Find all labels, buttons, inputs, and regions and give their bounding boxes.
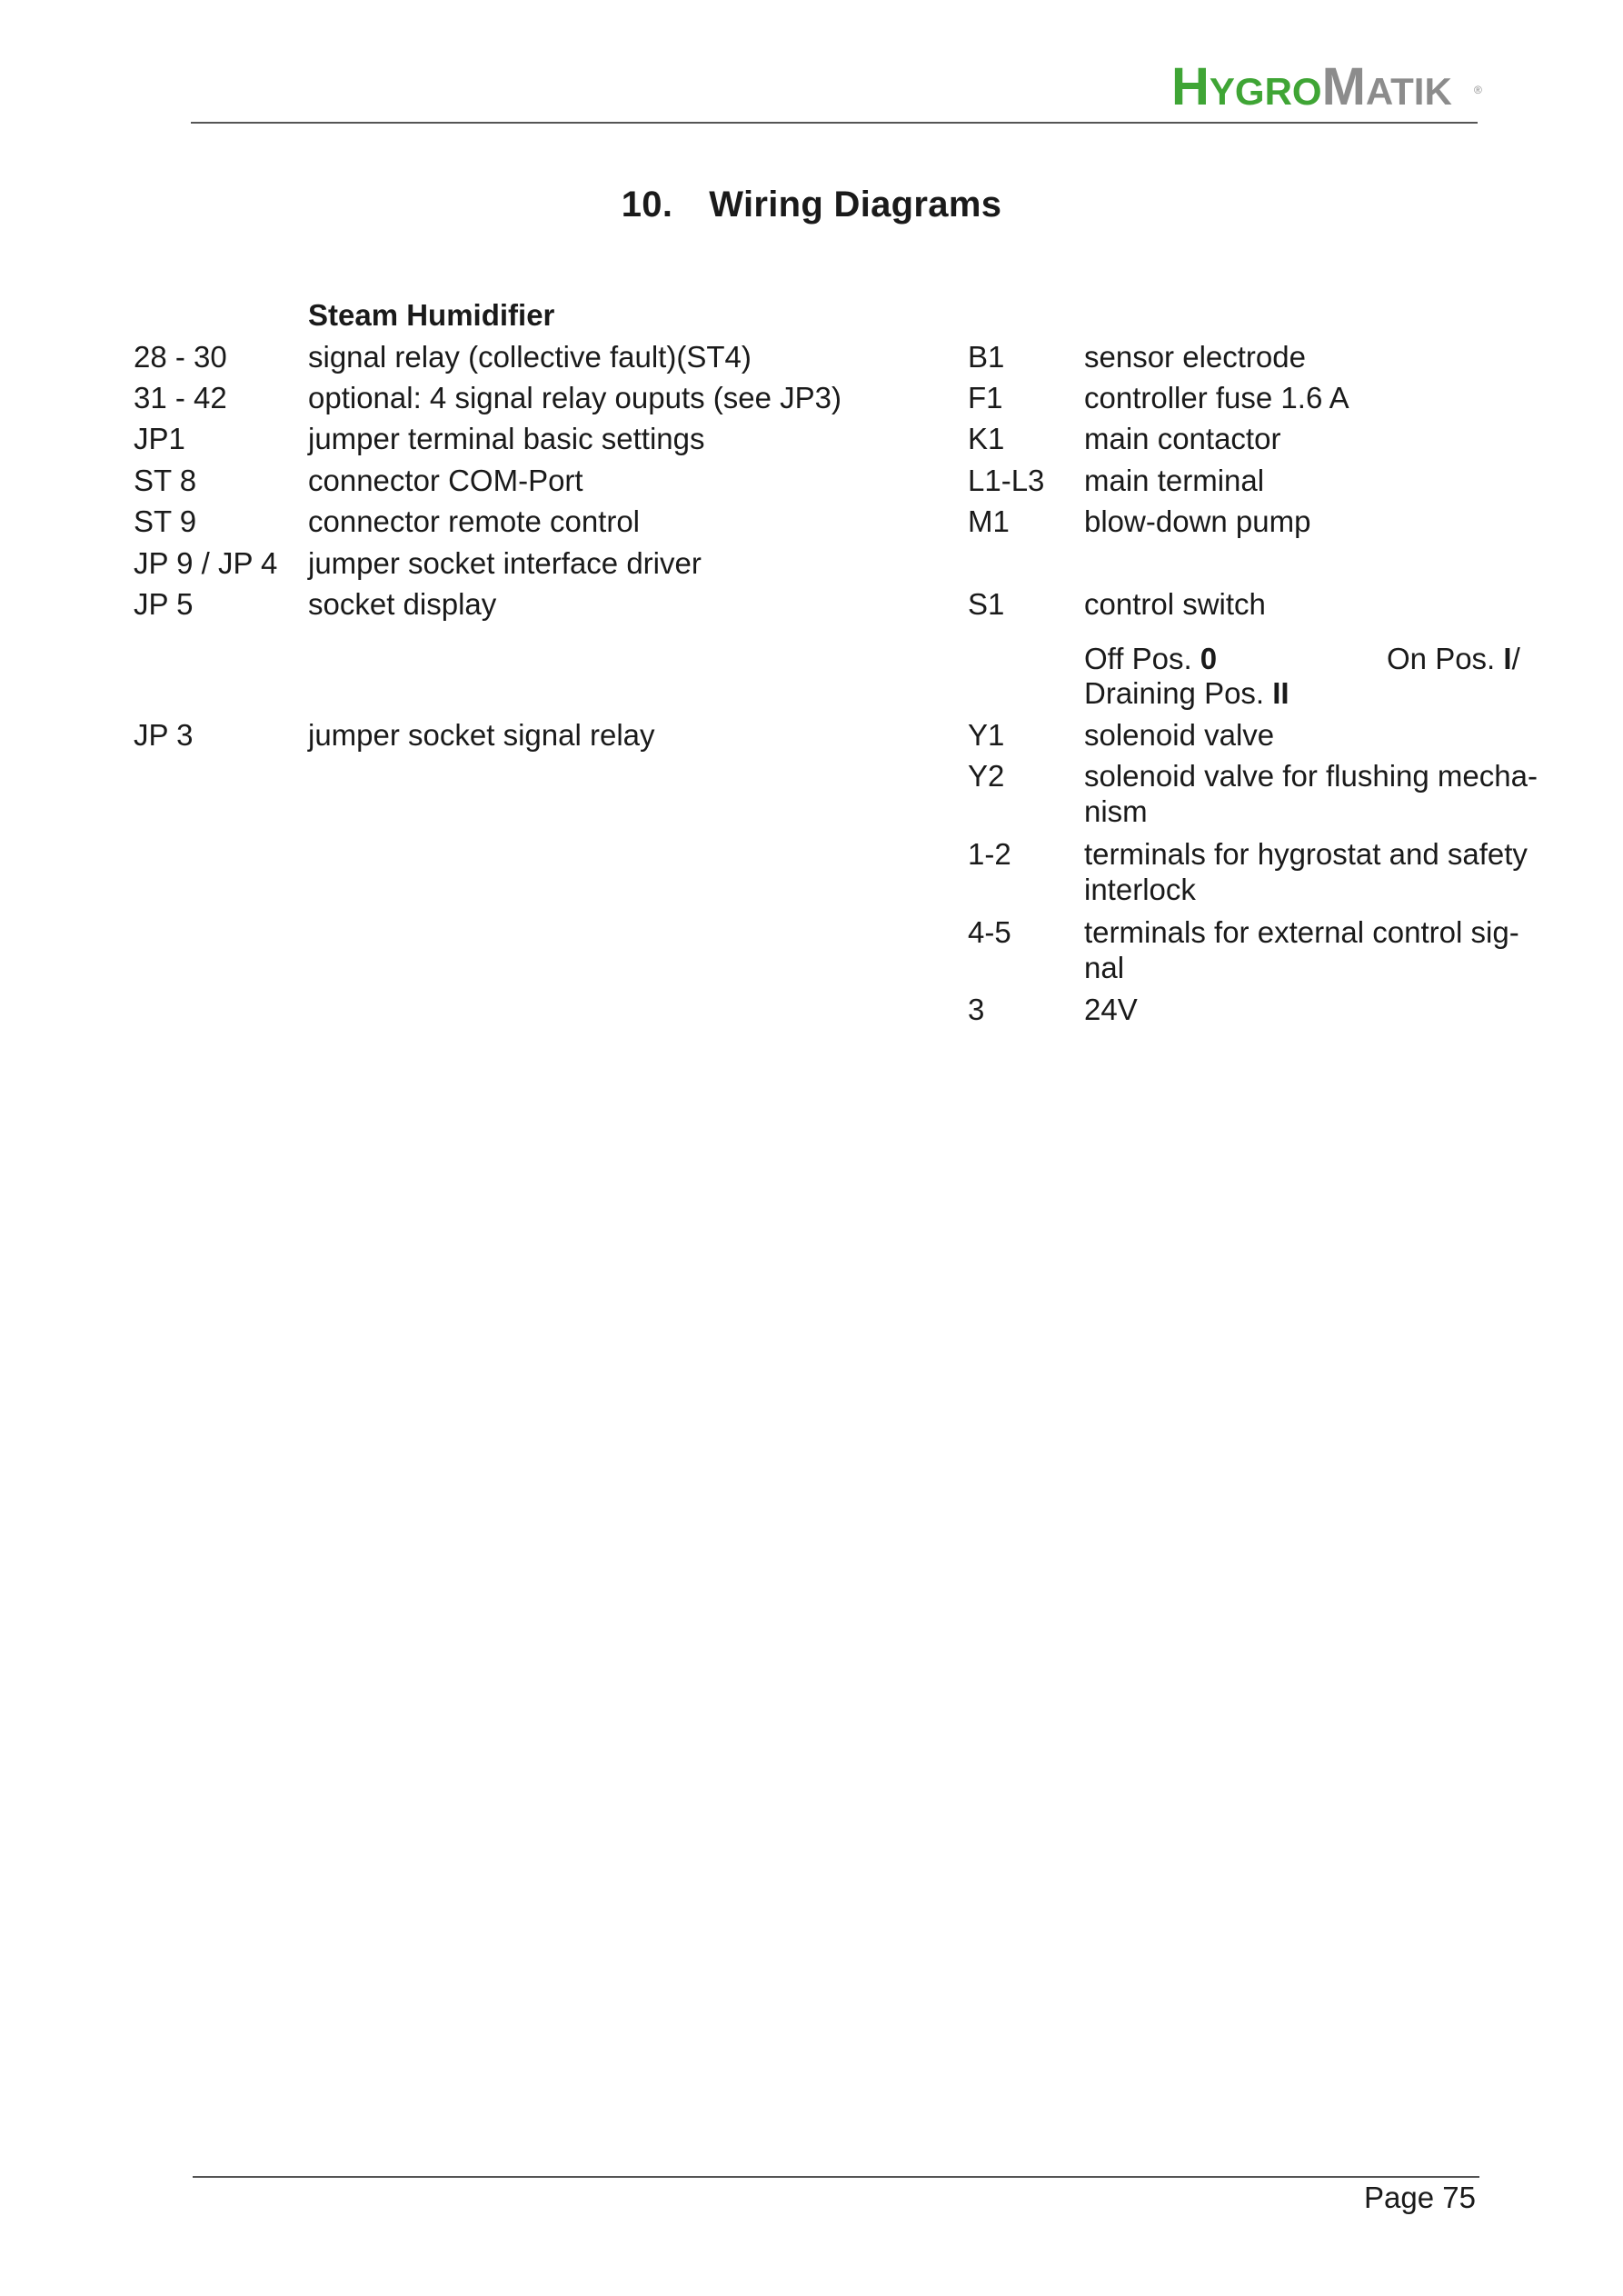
right-code: M1 (968, 504, 1010, 538)
left-desc: optional: 4 signal relay ouputs (see JP3) (308, 381, 842, 414)
left-desc: socket display (308, 587, 497, 621)
left-desc: signal relay (collective fault)(ST4) (308, 340, 752, 374)
page-number: Page 75 (1364, 2181, 1476, 2214)
right-code: L1-L3 (968, 464, 1045, 497)
right-desc: control switch (1084, 587, 1266, 621)
switch-on-position (1387, 641, 1520, 676)
right-desc: blow-down pump (1084, 504, 1311, 538)
right-code: F1 (968, 381, 1003, 414)
section-number: 10. (621, 185, 673, 225)
right-desc: terminals for external control sig- (1084, 915, 1519, 949)
right-code: 3 (968, 993, 985, 1026)
off-value: 0 (1200, 642, 1218, 675)
right-desc: solenoid valve for flushing mecha- (1084, 759, 1538, 793)
left-desc: jumper socket interface driver (308, 546, 702, 580)
right-desc: terminals for hygrostat and safety (1084, 837, 1528, 871)
off-label: Off Pos. (1084, 642, 1200, 675)
left-code: 31 - 42 (134, 381, 227, 414)
hygromatik-logo (1171, 57, 1485, 119)
left-code: ST 9 (134, 504, 197, 538)
right-code: 1-2 (968, 837, 1011, 871)
svg-text:HYGROMATIK: HYGROMATIK (1171, 57, 1452, 116)
right-desc: main terminal (1084, 464, 1265, 497)
left-heading: Steam Humidifier (308, 298, 555, 332)
drain-label: Draining Pos. (1084, 676, 1273, 710)
right-code: Y1 (968, 718, 1005, 752)
left-code: 28 - 30 (134, 340, 227, 374)
right-desc-continued: nism (1084, 794, 1148, 828)
footer-divider (193, 2176, 1479, 2178)
right-code: Y2 (968, 759, 1005, 793)
switch-drain-position (1084, 675, 1289, 711)
right-desc-continued: interlock (1084, 873, 1196, 906)
section-title: Wiring Diagrams (709, 185, 1002, 225)
left-desc: connector remote control (308, 504, 641, 538)
right-code: B1 (968, 340, 1005, 374)
on-suffix: / (1511, 642, 1520, 675)
right-desc: controller fuse 1.6 A (1084, 381, 1349, 414)
right-code: 4-5 (968, 915, 1011, 949)
right-desc-continued: nal (1084, 951, 1125, 984)
right-desc: sensor electrode (1084, 340, 1306, 374)
right-code: K1 (968, 422, 1005, 455)
left-code: JP1 (134, 422, 185, 455)
svg-text:®: ® (1474, 84, 1482, 96)
page-title (0, 185, 1623, 225)
drain-value: II (1272, 676, 1289, 710)
left-desc: connector COM-Port (308, 464, 583, 497)
right-desc: main contactor (1084, 422, 1281, 455)
right-desc: solenoid valve (1084, 718, 1275, 752)
left-code: ST 8 (134, 464, 197, 497)
right-code: S1 (968, 587, 1005, 621)
header-divider (191, 122, 1478, 124)
right-desc: 24V (1084, 993, 1138, 1026)
left-desc: jumper socket signal relay (308, 718, 655, 752)
on-value: I (1503, 642, 1512, 675)
switch-off-position (1084, 641, 1217, 676)
left-code: JP 3 (134, 718, 194, 752)
on-label: On Pos. (1387, 642, 1504, 675)
left-desc: jumper terminal basic settings (308, 422, 705, 455)
left-code: JP 5 (134, 587, 194, 621)
left-code: JP 9 / JP 4 (134, 546, 278, 580)
